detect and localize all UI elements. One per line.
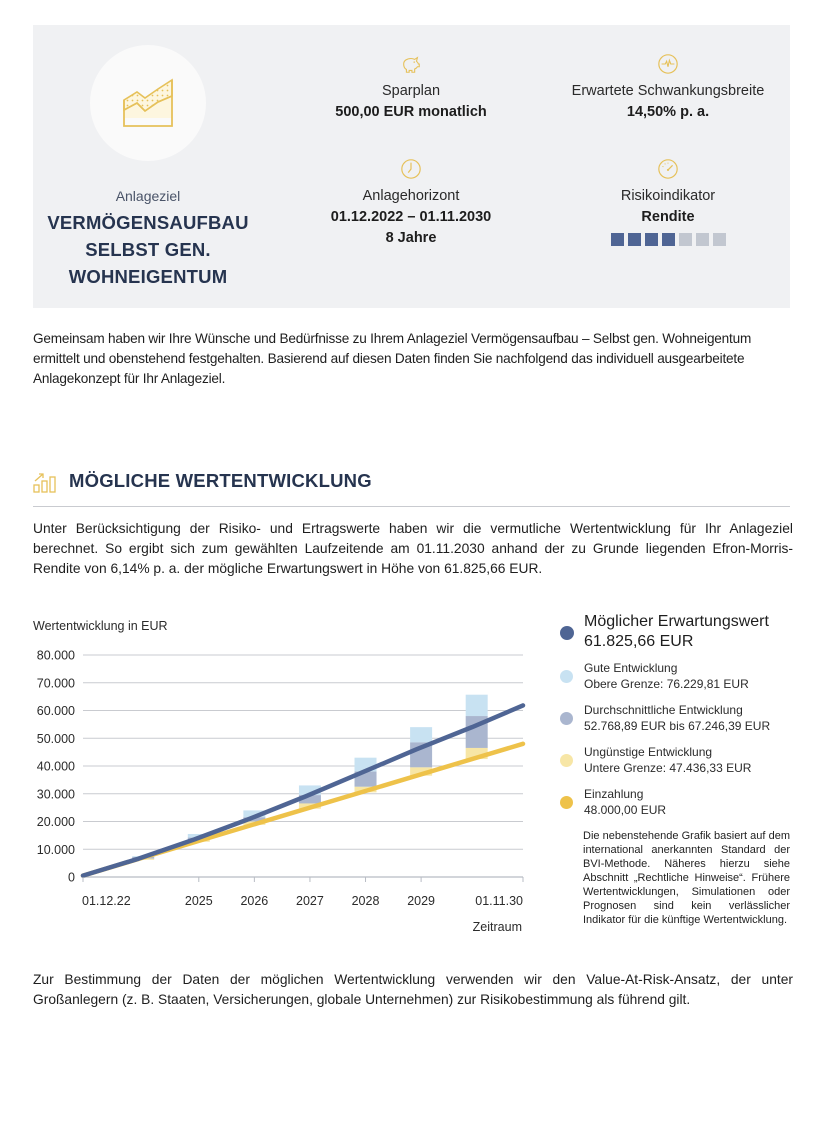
legend-value: 52.768,89 EUR bis 67.246,39 EUR [584,719,771,733]
goal-panel [33,25,263,308]
legend-dot-deposit [560,796,573,809]
risk-square-empty [679,233,692,246]
y-tick-label: 30.000 [36,787,75,802]
goal-title-line: VERMÖGENSAUFBAU [47,212,249,233]
y-tick-label: 50.000 [36,731,75,746]
kpi-sparplan [286,53,536,120]
x-tick-label: 01.12.22 [82,894,131,908]
speedometer-icon [657,158,679,180]
x-tick-label: 2025 [184,894,213,908]
kpi-risikoindikator [543,158,793,246]
range-good-bar [466,695,488,716]
goal-title-line: SELBST GEN. [85,239,211,260]
intro-paragraph: Gemeinsam haben wir Ihre Wünsche und Bedürfnisse zu Ihrem Anlageziel Vermögensaufbau – Selbst gen. Wohneigentum ermittelt und obenstehend festgehalten. Basierend auf diesen Daten finden Sie nachfolgend das individuell ausgearbeitete Anlagekonzept für Ihr Anlageziel. [33,331,752,386]
kpi-schwankung [543,53,793,120]
legend-title: Ungünstige Entwicklung [584,745,713,759]
legend-item-good [560,660,795,692]
legend-dot-average [560,712,573,725]
goal-title [33,209,263,290]
kpi-value: 01.12.2022 – 01.11.2030 [330,209,492,225]
y-axis-title: Wertentwicklung in EUR [33,619,168,633]
legend-title: Gute Entwicklung [584,661,678,675]
chart-canvas [0,600,560,950]
kpi-value: 14,50% p. a. [626,104,710,120]
risk-square-filled [628,233,641,246]
y-tick-label: 20.000 [36,815,75,829]
kpi-value: Rendite [641,209,695,225]
x-tick-label: 2027 [296,894,324,908]
legend-item-expected [560,612,795,652]
chart-legend [560,612,795,818]
pulse-icon [657,53,679,75]
legend-value: 61.825,66 EUR [584,633,694,650]
legend-item-bad [560,744,795,776]
y-tick-label: 10.000 [36,842,75,857]
kpi-label: Sparplan [381,83,441,99]
kpi-value: 500,00 EUR monatlich [335,104,487,120]
section-description: Unter Berücksichtigung der Risiko- und Ertragswerte haben wir die vermutliche Wertentwicklung für Ihr Anlageziel berechnet. So ergibt sich zum gewählten Laufzeitende am 01.11.2030 anhand der zu Grunde liegenden Efron-Morris-Rendite von 6,14% p. a. der mögliche Erwartungswert in Höhe von 61.825,66 EUR. [33,521,793,576]
chart-disclaimer: Die nebenstehende Grafik basiert auf dem international anerkannten Standard der BVI-Methode. Näheres hierzu siehe Abschnitt „Rechtliche Hinweise“. Frühere Wertentwicklungen, Simulationen oder Prognosen sind kein verlässlicher Indikator für die künftige Wertentwicklung. [583,830,790,926]
goal-icon-circle [90,45,206,161]
kpi-value-duration: 8 Jahre [385,230,437,246]
risk-square-filled [611,233,624,246]
goal-label: Anlageziel [115,188,181,204]
risk-square-filled [645,233,658,246]
range-good-bar [410,727,432,742]
x-tick-label: 2029 [407,894,436,908]
risk-level-indicator [543,233,793,246]
risk-square-empty [713,233,726,246]
piggy-bank-icon [400,53,422,75]
legend-value: Untere Grenze: 47.436,33 EUR [584,761,752,775]
legend-value: Obere Grenze: 76.229,81 EUR [584,677,749,691]
legend-item-average [560,702,795,734]
section-title: MÖGLICHE WERTENTWICKLUNG [69,470,372,491]
x-tick-label: 01.11.30 [475,894,523,908]
risk-square-filled [662,233,675,246]
chart-area-icon [120,78,176,128]
risk-square-empty [696,233,709,246]
summary-box [33,25,790,308]
legend-item-deposit [560,786,795,818]
legend-title: Durchschnittliche Entwicklung [584,703,743,717]
y-tick-label: 80.000 [36,648,75,663]
y-tick-label: 60.000 [36,704,75,718]
legend-title: Möglicher Erwartungswert [584,613,769,630]
value-development-chart [0,600,560,950]
section-divider [33,506,790,507]
legend-dot-bad [560,754,573,767]
legend-title: Einzahlung [584,787,644,801]
x-tick-label: 2026 [240,894,269,908]
legend-value: 48.000,00 EUR [584,803,667,817]
legend-dot-expected [560,626,574,640]
closing-paragraph: Zur Bestimmung der Daten der möglichen Wertentwicklung verwenden wir den Value-At-Risk-Ansatz, der unter Großanlegern (z. B. Staaten, Versicherungen, globale Unternehmen) zur Risikobestimmung als führend gilt. [33,972,793,1007]
y-tick-label: 70.000 [36,676,75,691]
kpi-label: Risikoindikator [620,188,716,204]
clock-icon [400,158,422,180]
legend-dot-good [560,670,573,683]
y-tick-label: 40.000 [36,759,75,774]
goal-title-line: WOHNEIGENTUM [68,266,228,287]
x-tick-label: 2028 [351,894,380,908]
kpi-anlagehorizont [286,158,536,246]
x-axis-title: Zeitraum [472,920,522,934]
bar-chart-growth-icon [33,469,61,493]
kpi-label: Erwartete Schwankungsbreite [571,83,765,99]
section-header [33,468,372,494]
kpi-label: Anlagehorizont [362,188,460,204]
y-tick-label: 0 [68,870,75,885]
